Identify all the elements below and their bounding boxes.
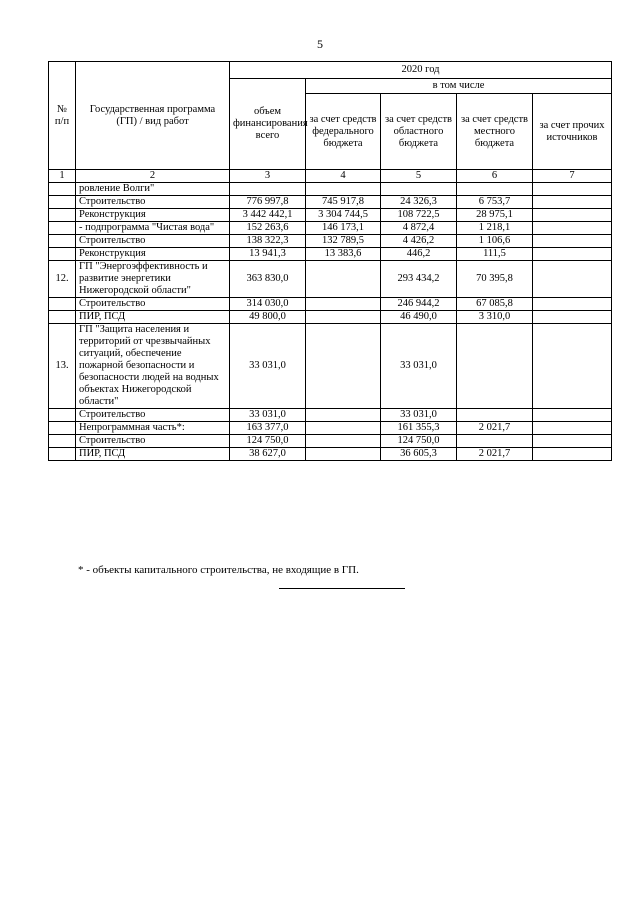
row-regional: 108 722,5 [381,209,457,222]
row-other [533,298,612,311]
column-number: 7 [533,170,612,183]
row-local: 28 975,1 [457,209,533,222]
row-number [49,235,76,248]
row-federal [306,183,381,196]
row-local: 3 310,0 [457,311,533,324]
column-number: 2 [76,170,230,183]
row-local: 1 106,6 [457,235,533,248]
row-other [533,409,612,422]
row-name: Реконструкция [76,209,230,222]
row-regional: 36 605,3 [381,448,457,461]
row-regional: 293 434,2 [381,261,457,298]
row-regional [381,183,457,196]
row-other [533,435,612,448]
row-other [533,235,612,248]
row-federal [306,311,381,324]
row-federal: 13 383,6 [306,248,381,261]
row-other [533,311,612,324]
row-name: Строительство [76,409,230,422]
table-row [49,422,612,435]
row-other [533,196,612,209]
row-local: 6 753,7 [457,196,533,209]
row-federal [306,435,381,448]
row-name: ГП "Защита населения и территорий от чрезвычайных ситуаций, обеспечение пожарной безопасности и безопасности людей на водных объектах Нижегородской области" [76,324,230,409]
table-row [49,183,612,196]
row-regional: 46 490,0 [381,311,457,324]
row-name: Строительство [76,235,230,248]
row-regional: 246 944,2 [381,298,457,311]
row-name: - подпрограмма "Чистая вода" [76,222,230,235]
row-total: 314 030,0 [230,298,306,311]
table-row [49,209,612,222]
header-year: 2020 год [230,62,612,79]
table-row [49,248,612,261]
row-other [533,261,612,298]
row-total: 3 442 442,1 [230,209,306,222]
row-local: 2 021,7 [457,422,533,435]
row-other [533,183,612,196]
table-row [49,261,612,298]
row-number [49,183,76,196]
row-name: Непрограммная часть*: [76,422,230,435]
row-federal: 132 789,5 [306,235,381,248]
row-number: 12. [49,261,76,298]
row-number [49,448,76,461]
column-number: 5 [381,170,457,183]
row-regional: 33 031,0 [381,324,457,409]
financing-table [48,61,612,461]
row-total: 776 997,8 [230,196,306,209]
footnote: * - объекты капитального строительства, не входящие в ГП. [78,564,359,576]
row-local [457,409,533,422]
row-total: 363 830,0 [230,261,306,298]
row-total: 124 750,0 [230,435,306,448]
row-name: ПИР, ПСД [76,448,230,461]
table-row [49,311,612,324]
row-number [49,435,76,448]
row-number [49,298,76,311]
row-federal [306,448,381,461]
row-regional: 4 872,4 [381,222,457,235]
row-other [533,422,612,435]
row-other [533,209,612,222]
row-total: 138 322,3 [230,235,306,248]
row-local: 1 218,1 [457,222,533,235]
bottom-divider [279,588,405,589]
row-name: Строительство [76,196,230,209]
row-local: 67 085,8 [457,298,533,311]
row-number [49,422,76,435]
row-federal: 146 173,1 [306,222,381,235]
row-federal [306,422,381,435]
row-total: 49 800,0 [230,311,306,324]
row-regional: 124 750,0 [381,435,457,448]
row-regional: 4 426,2 [381,235,457,248]
header-col-total: объем финансирования всего [230,79,306,170]
table-row [49,235,612,248]
row-regional: 24 326,3 [381,196,457,209]
row-federal [306,298,381,311]
column-numbers-row [49,170,612,183]
table-row [49,324,612,409]
row-local [457,324,533,409]
page-number: 5 [317,37,323,51]
row-federal [306,409,381,422]
row-federal [306,324,381,409]
header-including: в том числе [306,79,612,94]
row-local: 2 021,7 [457,448,533,461]
row-total [230,183,306,196]
row-federal: 745 917,8 [306,196,381,209]
row-number [49,409,76,422]
column-number: 1 [49,170,76,183]
column-number: 4 [306,170,381,183]
header-col-local: за счет средств местного бюджета [457,94,533,170]
row-other [533,222,612,235]
row-name: Реконструкция [76,248,230,261]
row-other [533,448,612,461]
table-row [49,222,612,235]
column-number: 6 [457,170,533,183]
header-col-other: за счет прочих источников [533,94,612,170]
row-regional: 446,2 [381,248,457,261]
row-other [533,248,612,261]
row-local [457,183,533,196]
header-col-regional: за счет средств областного бюджета [381,94,457,170]
row-local [457,435,533,448]
row-federal: 3 304 744,5 [306,209,381,222]
row-number [49,222,76,235]
header-col-num: № п/п [49,62,76,170]
row-local: 70 395,8 [457,261,533,298]
row-total: 163 377,0 [230,422,306,435]
row-regional: 33 031,0 [381,409,457,422]
row-total: 38 627,0 [230,448,306,461]
row-number [49,209,76,222]
table-body [49,183,612,461]
header-col-program: Государственная программа (ГП) / вид работ [76,62,230,170]
row-name: ГП "Энергоэффективность и развитие энергетики Нижегородской области" [76,261,230,298]
row-regional: 161 355,3 [381,422,457,435]
row-number: 13. [49,324,76,409]
header-col-federal: за счет средств федерального бюджета [306,94,381,170]
row-other [533,324,612,409]
row-local: 111,5 [457,248,533,261]
table-row [49,448,612,461]
row-number [49,196,76,209]
row-name: ПИР, ПСД [76,311,230,324]
row-name: ровление Волги" [76,183,230,196]
column-number: 3 [230,170,306,183]
row-number [49,311,76,324]
row-name: Строительство [76,298,230,311]
row-name: Строительство [76,435,230,448]
table-row [49,196,612,209]
table-row [49,298,612,311]
table-row [49,435,612,448]
row-total: 13 941,3 [230,248,306,261]
row-number [49,248,76,261]
table-row [49,409,612,422]
row-total: 152 263,6 [230,222,306,235]
row-federal [306,261,381,298]
row-total: 33 031,0 [230,409,306,422]
row-total: 33 031,0 [230,324,306,409]
